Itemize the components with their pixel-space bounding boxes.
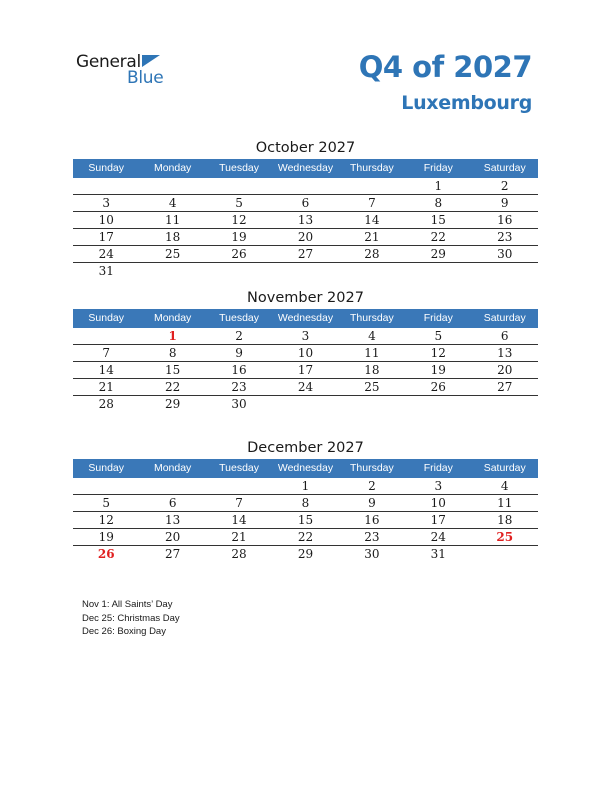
holiday-note: Dec 25: Christmas Day: [82, 612, 180, 624]
day-cell: 5: [434, 329, 443, 343]
week-row: [73, 546, 538, 563]
day-cell: 12: [430, 346, 446, 360]
weekday-label: Sunday: [88, 162, 125, 174]
day-cell: 11: [164, 213, 181, 227]
month-calendar: [73, 137, 538, 280]
day-cell: 9: [500, 196, 509, 210]
weekday-label: Wednesday: [277, 312, 334, 324]
month-calendar: [73, 287, 538, 413]
day-cell: 25: [364, 380, 380, 394]
day-cell: 4: [368, 329, 376, 343]
day-cell: 9: [368, 496, 376, 510]
day-cell: 3: [102, 196, 111, 210]
day-cell: 3: [434, 479, 443, 493]
day-cell: [339, 263, 405, 280]
weekday-label: Sunday: [88, 312, 125, 324]
day-cell: 30: [231, 397, 247, 411]
day-cell: 17: [297, 363, 314, 377]
weekday-label: Tuesday: [219, 462, 259, 474]
day-cell: 1: [434, 179, 443, 193]
day-cell: 14: [231, 513, 247, 527]
day-cell: 12: [231, 213, 247, 227]
page-title: Q4 of 2027: [358, 50, 532, 84]
weekday-header: [73, 309, 538, 328]
day-cell: 16: [364, 513, 380, 527]
day-cell: [139, 263, 205, 280]
page-subtitle: Luxembourg: [401, 92, 532, 114]
day-cell: 4: [500, 479, 509, 493]
day-cell: 23: [497, 230, 513, 244]
day-cell: [73, 478, 139, 494]
week-row: [73, 328, 538, 345]
day-cell: 10: [430, 496, 446, 510]
day-cell: 22: [297, 530, 314, 544]
day-cell: [339, 178, 405, 194]
day-cell: 27: [164, 547, 181, 561]
weekday-label: Wednesday: [277, 162, 334, 174]
day-cell: 8: [168, 346, 177, 360]
day-cell: 13: [164, 513, 181, 527]
day-cell: 18: [364, 363, 380, 377]
day-cell: 7: [368, 196, 376, 210]
logo-general-text: General: [76, 52, 141, 72]
day-cell: 29: [430, 247, 446, 261]
day-cell: 26: [430, 380, 446, 394]
day-cell: [139, 478, 205, 494]
day-cell: 17: [430, 513, 446, 527]
day-cell: 20: [297, 230, 314, 244]
day-cell: 28: [364, 247, 380, 261]
weekday-label: Monday: [153, 312, 192, 324]
day-cell: 6: [500, 329, 509, 343]
weekday-label: Tuesday: [219, 162, 259, 174]
day-cell: 8: [301, 496, 310, 510]
day-cell: 15: [430, 213, 446, 227]
day-cell: 30: [497, 247, 513, 261]
weekday-label: Tuesday: [219, 312, 259, 324]
day-cell: 18: [497, 513, 513, 527]
day-cell: 24: [297, 380, 314, 394]
day-cell: 16: [497, 213, 513, 227]
day-cell: 18: [164, 230, 181, 244]
day-cell: 5: [102, 496, 111, 510]
weekday-label: Thursday: [350, 462, 394, 474]
day-cell: [206, 178, 272, 194]
week-row: [73, 263, 538, 280]
weekday-label: Friday: [423, 462, 453, 474]
month-title: November 2027: [247, 290, 364, 306]
day-cell: 1: [301, 479, 310, 493]
day-cell: 19: [231, 230, 247, 244]
day-cell: 15: [164, 363, 181, 377]
day-cell: [472, 546, 538, 563]
day-cell: 27: [297, 247, 314, 261]
week-row: [73, 229, 538, 246]
day-cell: 27: [497, 380, 513, 394]
weekday-label: Sunday: [88, 462, 125, 474]
holiday-note: Dec 26: Boxing Day: [82, 626, 166, 637]
day-cell: [139, 178, 205, 194]
day-cell: [405, 263, 471, 280]
day-cell: 9: [235, 346, 243, 360]
holiday-day-cell: 26: [97, 547, 115, 561]
weekday-header: [73, 159, 538, 178]
day-cell: [272, 263, 338, 280]
day-cell: 22: [164, 380, 181, 394]
day-cell: 30: [364, 547, 380, 561]
day-cell: [339, 396, 405, 413]
day-cell: 7: [235, 496, 243, 510]
day-cell: 11: [364, 346, 380, 360]
day-cell: 22: [430, 230, 446, 244]
day-cell: 19: [430, 363, 446, 377]
weekday-label: Monday: [153, 162, 192, 174]
logo-blue-text: Blue: [127, 68, 164, 88]
day-cell: 24: [98, 247, 114, 261]
day-cell: 17: [98, 230, 114, 244]
day-cell: 13: [297, 213, 314, 227]
day-cell: [73, 178, 139, 194]
day-cell: 31: [98, 264, 114, 278]
day-cell: 21: [364, 230, 380, 244]
day-cell: 2: [368, 479, 376, 493]
day-cell: 7: [102, 346, 111, 360]
day-cell: 20: [497, 363, 513, 377]
holiday-note: Nov 1: All Saints’ Day: [82, 599, 173, 610]
weekday-label: Monday: [153, 462, 192, 474]
week-row: [73, 212, 538, 229]
weekday-label: Friday: [423, 162, 453, 174]
day-cell: 6: [168, 496, 177, 510]
day-cell: 25: [164, 247, 181, 261]
day-cell: 24: [430, 530, 446, 544]
day-cell: 3: [301, 329, 310, 343]
day-cell: 8: [434, 196, 443, 210]
day-cell: 6: [301, 196, 310, 210]
week-row: [73, 512, 538, 529]
day-cell: 28: [231, 547, 247, 561]
day-cell: 10: [297, 346, 314, 360]
day-cell: 19: [98, 530, 114, 544]
day-cell: 21: [231, 530, 247, 544]
weekday-label: Saturday: [483, 162, 526, 174]
day-cell: 12: [98, 513, 114, 527]
week-row: [73, 362, 538, 379]
weekday-header: [73, 459, 538, 478]
day-cell: 31: [430, 547, 446, 561]
weekday-label: Wednesday: [277, 462, 334, 474]
week-row: [73, 529, 538, 546]
holiday-notes: [82, 598, 180, 639]
day-cell: 2: [235, 329, 243, 343]
holiday-day-cell: 1: [168, 329, 177, 343]
day-cell: 14: [98, 363, 114, 377]
day-cell: 23: [231, 380, 247, 394]
day-cell: 13: [497, 346, 513, 360]
day-cell: 11: [497, 496, 513, 510]
day-cell: 4: [168, 196, 177, 210]
day-cell: 23: [364, 530, 380, 544]
weekday-label: Friday: [423, 312, 453, 324]
holiday-day-cell: 25: [496, 530, 514, 544]
day-cell: 10: [98, 213, 114, 227]
day-cell: 29: [297, 547, 314, 561]
day-cell: 28: [98, 397, 114, 411]
week-row: [73, 379, 538, 396]
day-cell: 29: [164, 397, 181, 411]
day-cell: 5: [235, 196, 243, 210]
week-row: [73, 178, 538, 195]
week-row: [73, 345, 538, 362]
day-cell: 16: [231, 363, 247, 377]
weekday-label: Saturday: [483, 312, 526, 324]
day-cell: [272, 396, 338, 413]
week-row: [73, 478, 538, 495]
month-title: October 2027: [255, 140, 356, 156]
day-cell: 20: [164, 530, 181, 544]
day-cell: [73, 328, 139, 344]
week-row: [73, 246, 538, 263]
month-title: December 2027: [247, 440, 364, 456]
day-cell: 21: [98, 380, 114, 394]
weekday-label: Thursday: [350, 162, 394, 174]
day-cell: 2: [500, 179, 509, 193]
day-cell: [472, 396, 538, 413]
logo-triangle-icon: [142, 55, 160, 67]
weekday-label: Saturday: [483, 462, 526, 474]
week-row: [73, 495, 538, 512]
day-cell: 15: [297, 513, 314, 527]
week-row: [73, 396, 538, 413]
month-calendar: [73, 437, 538, 563]
day-cell: [272, 178, 338, 194]
day-cell: [405, 396, 471, 413]
day-cell: 14: [364, 213, 380, 227]
day-cell: [206, 263, 272, 280]
weekday-label: Thursday: [350, 312, 394, 324]
day-cell: [472, 263, 538, 280]
week-row: [73, 195, 538, 212]
day-cell: [206, 478, 272, 494]
day-cell: 26: [231, 247, 247, 261]
